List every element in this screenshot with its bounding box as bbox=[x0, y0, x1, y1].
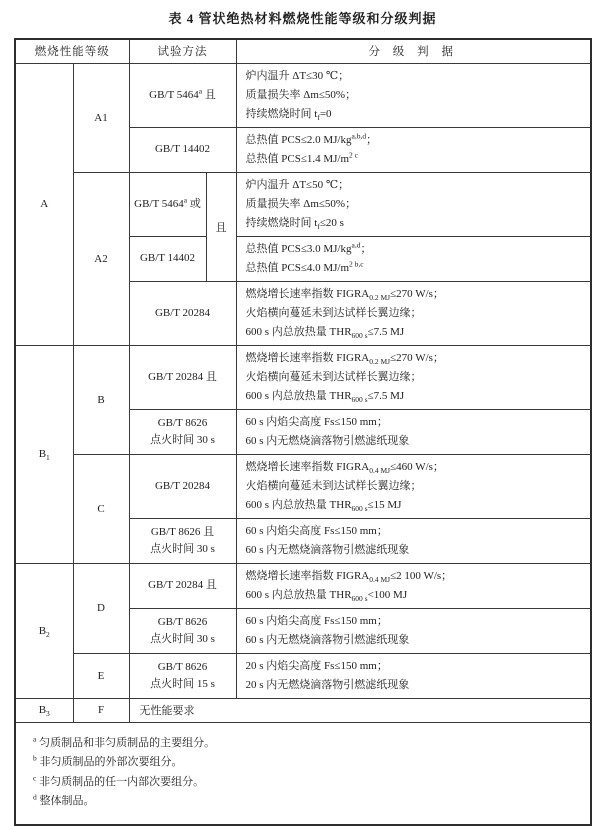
criteria-line: 600 s 内总放热量 $THR_{600 s}\le 15$ MJ bbox=[245, 498, 402, 513]
subgrade-cell-a2: A2 bbox=[73, 172, 129, 345]
method-cell: GB/T 20284 且 bbox=[129, 563, 236, 608]
method-cell: GB/T 5464$^a$ 且 bbox=[129, 63, 236, 127]
footnote-row bbox=[15, 722, 591, 825]
table-title: 表 4 管状绝热材料燃烧性能等级和分级判据 bbox=[168, 11, 437, 26]
subgrade-cell-f: F bbox=[73, 698, 129, 722]
table-header-row bbox=[15, 39, 591, 63]
criteria-line: 燃烧增长速率指数 $FIGRA_{0.2 MJ}\le 270$ W/s； bbox=[245, 351, 444, 366]
footnote-line: $^a$ 匀质制品和非匀质制品的主要组分。 bbox=[33, 733, 216, 749]
criteria-cell bbox=[236, 563, 591, 608]
header-criteria: 分 级 判 据 bbox=[236, 39, 591, 63]
subgrade-cell-a1: A1 bbox=[73, 63, 129, 172]
subgrade-cell-e: E bbox=[73, 653, 129, 698]
criteria-cell bbox=[236, 608, 591, 653]
method-line: GB/T 8626 bbox=[157, 615, 208, 628]
footnote-line: $^d$ 整体制品。 bbox=[33, 792, 95, 807]
criteria-line: 火焰横向蔓延未到达试样长翼边缘； bbox=[245, 479, 422, 492]
criteria-line: 20 s 内无燃烧滴落物引燃滤纸现象 bbox=[245, 678, 410, 691]
criteria-cell bbox=[236, 653, 591, 698]
method-line: 点火时间 30 s bbox=[150, 632, 215, 645]
method-cell: GB/T 20284 且 bbox=[129, 345, 236, 409]
subgrade-cell-c: C bbox=[73, 454, 129, 563]
method-cell: GB/T 14402 bbox=[129, 127, 236, 172]
grade-cell-a: A bbox=[15, 63, 73, 345]
criteria-line: 60 s 内无燃烧滴落物引燃滤纸现象 bbox=[245, 543, 410, 556]
table-row bbox=[15, 454, 591, 518]
footnote-line: $^b$ 非匀质制品的外部次要组分。 bbox=[33, 753, 183, 768]
criteria-cell bbox=[236, 172, 591, 236]
criteria-line: 炉内温升 ΔT≤30 ℃； bbox=[245, 69, 350, 82]
method-line: GB/T 8626 bbox=[157, 660, 208, 673]
method-line: 点火时间 30 s bbox=[150, 433, 215, 446]
criteria-cell bbox=[236, 236, 591, 281]
table-row bbox=[15, 172, 591, 236]
criteria-line: 燃烧增长速率指数 $FIGRA_{0.4 MJ}\le 460$ W/s； bbox=[245, 460, 444, 475]
criteria-cell bbox=[236, 127, 591, 172]
header-grade: 燃烧性能等级 bbox=[15, 39, 129, 63]
criteria-line: 60 s 内无燃烧滴落物引燃滤纸现象 bbox=[245, 633, 410, 646]
criteria-line: 60 s 内无燃烧滴落物引燃滤纸现象 bbox=[245, 434, 410, 447]
criteria-cell bbox=[236, 63, 591, 127]
subgrade-cell-b: B bbox=[73, 345, 129, 454]
table-row bbox=[15, 63, 591, 127]
criteria-line: 火焰横向蔓延未到达试样长翼边缘； bbox=[245, 306, 422, 319]
criteria-line: 总热值 PCS≤1.4 $MJ/m^{2 c}$ bbox=[245, 149, 359, 165]
criteria-line: 燃烧增长速率指数 $FIGRA_{0.4 MJ}\le 2$ 100 W/s； bbox=[245, 569, 453, 584]
criteria-line: 600 s 内总放热量 $THR_{600 s}<100$ MJ bbox=[245, 588, 408, 603]
criteria-cell bbox=[236, 345, 591, 409]
criteria-cell bbox=[236, 281, 591, 345]
table-row bbox=[15, 563, 591, 608]
criteria-line: 总热值 PCS≤4.0 $MJ/m^{2 b,c}$ bbox=[245, 258, 364, 274]
method-line: GB/T 8626 且 bbox=[150, 525, 215, 538]
footnote-line: $^c$ 非匀质制品的任一内部次要组分。 bbox=[33, 772, 205, 788]
footnotes-cell bbox=[15, 722, 591, 825]
criteria-line: 600 s 内总放热量 $THR_{600 s}\le 7.5$ MJ bbox=[245, 389, 405, 404]
method-cell: GB/T 20284 bbox=[129, 281, 236, 345]
subgrade-cell-d: D bbox=[73, 563, 129, 653]
table-row bbox=[15, 345, 591, 409]
criteria-line: 60 s 内焰尖高度 Fs≤150 mm； bbox=[245, 415, 388, 428]
method-cell: GB/T 14402 bbox=[129, 236, 206, 281]
method-cell bbox=[129, 608, 236, 653]
criteria-line: 600 s 内总放热量 $THR_{600 s}\le 7.5$ MJ bbox=[245, 325, 405, 340]
criteria-line: 总热值 PCS≤2.0 MJ/kg$^{a,b,d}$； bbox=[245, 130, 378, 146]
table-row bbox=[15, 698, 591, 722]
conjunction-cell: 且 bbox=[206, 172, 236, 281]
criteria-cell bbox=[236, 409, 591, 454]
header-method: 试验方法 bbox=[129, 39, 236, 63]
method-cell bbox=[129, 518, 236, 563]
method-cell bbox=[129, 409, 236, 454]
classification-table bbox=[14, 38, 592, 826]
method-line: 点火时间 30 s bbox=[150, 542, 215, 555]
criteria-line: 持续燃烧时间 $t_f=0$ bbox=[245, 107, 332, 122]
criteria-line: 总热值 PCS≤3.0 MJ/kg$^{a,d}$； bbox=[245, 239, 372, 255]
method-cell: GB/T 20284 bbox=[129, 454, 236, 518]
grade-cell-b2: $B_2$ bbox=[15, 563, 73, 698]
criteria-line: 持续燃烧时间 $t_f\le 20$ s bbox=[245, 216, 344, 231]
criteria-line: 炉内温升 ΔT≤50 ℃； bbox=[245, 178, 350, 191]
method-cell bbox=[129, 653, 236, 698]
criteria-line: 燃烧增长速率指数 $FIGRA_{0.2 MJ}\le 270$ W/s； bbox=[245, 287, 444, 302]
criteria-line: 质量损失率 Δm≤50%； bbox=[245, 88, 357, 101]
criteria-line: 质量损失率 Δm≤50%； bbox=[245, 197, 357, 210]
method-line: GB/T 8626 bbox=[157, 416, 208, 429]
method-cell: GB/T 5464$^a$ 或 bbox=[129, 172, 206, 236]
criteria-cell bbox=[236, 454, 591, 518]
method-line: 点火时间 15 s bbox=[150, 677, 215, 690]
criteria-line: 20 s 内焰尖高度 Fs≤150 mm； bbox=[245, 659, 388, 672]
criteria-line: 60 s 内焰尖高度 Fs≤150 mm； bbox=[245, 524, 388, 537]
grade-cell-b1: $B_1$ bbox=[15, 345, 73, 563]
table-row bbox=[15, 653, 591, 698]
criteria-line: 火焰横向蔓延未到达试样长翼边缘； bbox=[245, 370, 422, 383]
criteria-line: 60 s 内焰尖高度 Fs≤150 mm； bbox=[245, 614, 388, 627]
no-requirement-cell: 无性能要求 bbox=[129, 698, 591, 722]
grade-cell-b3: $B_3$ bbox=[15, 698, 73, 722]
criteria-cell bbox=[236, 518, 591, 563]
